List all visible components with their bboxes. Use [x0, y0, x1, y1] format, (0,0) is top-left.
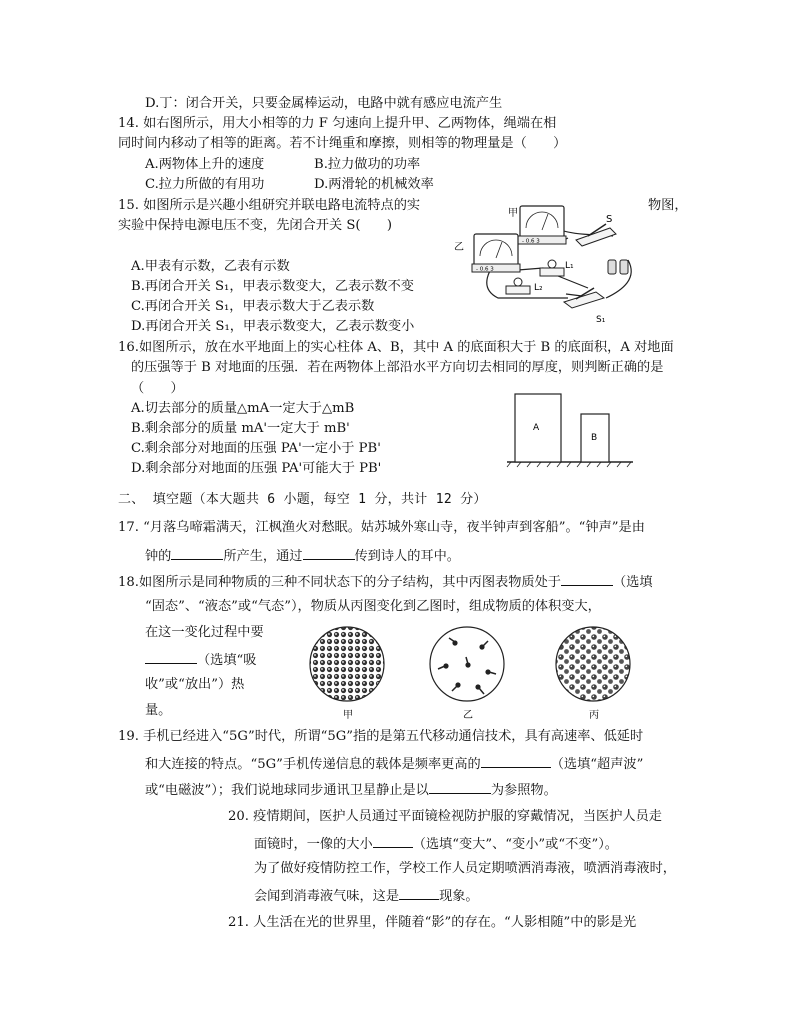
q18-label-bing: 丙 — [589, 710, 599, 721]
q20-stem-line4 — [254, 886, 479, 906]
q16-stem-line3: （ ） — [131, 381, 184, 396]
q14-option-d: D.两滑轮的机械效率 — [314, 177, 434, 192]
q15-label-yi: 乙 — [454, 242, 464, 253]
section-2-heading: 二、 填空题（本大题共 6 小题，每空 1 分，共计 12 分） — [118, 492, 487, 507]
q14-stem-line2: 同时间内移动了相等的距离。若不计绳重和摩擦，则相等的物理量是（ ） — [118, 136, 567, 151]
q14-stem-line1: 14. 如右图所示，用大小相等的力 F 匀速向上提升甲、乙两物体，绳端在相 — [118, 116, 557, 131]
q16-label-a: A — [533, 423, 540, 433]
q17-text-b: 所产生，通过 — [223, 549, 303, 564]
switch-s1 — [564, 288, 604, 308]
q15-stem-line1: 15. 如图所示是兴趣小组研究并联电路电流特点的实 — [118, 198, 421, 213]
q16-option-d: D.剩余部分对地面的压强 PA'可能大于 PB' — [131, 461, 382, 476]
q19-blank-2[interactable] — [429, 780, 491, 794]
q15-meter-jia-scale: - 0.6 3 — [522, 238, 540, 245]
q20-text-c: 会闻到消毒液气味，这是 — [254, 889, 400, 904]
q18-blank-1[interactable] — [561, 572, 613, 586]
q18-stem-line6: 量。 — [145, 703, 172, 718]
ammeter-jia — [518, 206, 566, 245]
q17-blank-2[interactable] — [303, 546, 355, 560]
q17-stem-line1: 17. “月落乌啼霜满天，江枫渔火对愁眠。姑苏城外寒山寺，夜半钟声到客船”。“钟声”是由 — [118, 520, 645, 535]
q16-label-b: B — [591, 433, 598, 443]
q14-option-b: B.拉力做功的功率 — [314, 157, 421, 172]
q20-blank-1[interactable] — [373, 834, 413, 848]
q16-stem-line1: 16.如图所示，放在水平地面上的实心柱体 A、B，其中 A 的底面积大于 B 的底面积，A 对地面 — [118, 340, 674, 355]
q19-text-d: 为参照物。 — [490, 783, 557, 798]
q20-text-d: 现象。 — [439, 889, 479, 904]
q20-stem-line2 — [254, 834, 618, 854]
q18-text-a: 18.如图所示是同种物质的三种不同状态下的分子结构，其中丙图表物质处于 — [118, 575, 561, 590]
q15-circuit-figure — [448, 198, 648, 330]
ammeter-yi — [472, 234, 520, 273]
q18-label-jia: 甲 — [343, 710, 353, 721]
q15-label-jia: 甲 — [508, 208, 518, 219]
q16-option-b: B.剩余部分的质量 mA'一定大于 mB' — [131, 421, 350, 436]
q15-option-a: A.甲表有示数，乙表有示数 — [131, 259, 290, 274]
molecule-yi — [430, 627, 504, 701]
q20-stem-line1: 20. 疫情期间，医护人员通过平面镜检视防护服的穿戴情况，当医护人员走 — [228, 809, 662, 824]
q20-text-a: 面镜时，⼀像的大小 — [254, 837, 373, 852]
q21-stem-line1: 21. 人生活在光的世界里，伴随着“影”的存在。“人影相随”中的影是光 — [228, 915, 637, 930]
q16-stem-line2: 的压强等于 B 对地面的压强．若在两物体上部沿水平方向切去相同的厚度，则判断正确的是 — [131, 360, 664, 375]
q19-stem-line2 — [145, 754, 643, 774]
q19-stem-line3 — [145, 780, 557, 800]
lamp-l1 — [540, 260, 564, 276]
q17-stem-line2 — [145, 546, 460, 566]
q18-stem-line5: 收”或“放出”）热 — [145, 677, 245, 692]
q16-option-a: A.切去部分的质量△mA一定大于△mB — [131, 401, 355, 416]
battery-icon — [608, 260, 628, 274]
q19-text-a: 和大连接的特点。“5G”手机传递信息的载体是频率更高的 — [145, 757, 481, 772]
q19-stem-line1: 19. 手机已经进入“5G”时代，所谓“5G”指的是第五代移动通信技术，具有高速率、低延时 — [118, 729, 644, 744]
q16-pillars-figure — [505, 390, 637, 468]
q13-option-d: D.丁：闭合开关，只要金属棒运动，电路中就有感应电流产生 — [145, 96, 503, 111]
q14-option-a: A.两物体上升的速度 — [145, 157, 265, 172]
q19-text-b: （选填“超声波” — [550, 757, 644, 772]
q17-text-c: 传到诗人的耳中。 — [354, 549, 460, 564]
molecule-jia — [310, 627, 384, 701]
q19-blank-1[interactable] — [481, 754, 551, 768]
q15-label-l2: L₂ — [534, 283, 543, 293]
q14-option-c: C.拉力所做的有用功 — [145, 177, 265, 192]
q18-stem-line4 — [145, 650, 257, 670]
q15-stem-line2: 实验中保持电源电压不变，先闭合开关 S( ) — [118, 218, 393, 233]
q15-option-b: B.再闭合开关 S₁，甲表示数变大，乙表示数不变 — [131, 279, 414, 294]
lamp-l2 — [506, 278, 530, 294]
q20-blank-2[interactable] — [399, 886, 439, 900]
q18-stem-line2: “固态”、“液态”或“气态”），物质从丙图变化到乙图时，组成物质的体积变大， — [145, 599, 601, 614]
q18-label-yi: 乙 — [463, 710, 473, 721]
q15-option-c: C.再闭合开关 S₁，甲表示数大于乙表示数 — [131, 299, 375, 314]
switch-s — [576, 224, 616, 246]
q15-option-d: D.再闭合开关 S₁，甲表示数变大，乙表示数变小 — [131, 319, 415, 334]
q18-blank-2[interactable] — [145, 650, 197, 664]
q15-label-l1: L₁ — [565, 261, 574, 271]
q18-text-b: （选填 — [612, 575, 653, 590]
q20-text-b: （选填“变大”、“变小”或“不变”）。 — [412, 837, 618, 852]
q20-stem-line3: 为了做好疫情防控工作，学校工作人员定期喷洒消毒液，喷洒消毒液时， — [254, 861, 676, 876]
molecule-bing — [556, 627, 630, 701]
q17-blank-1[interactable] — [171, 546, 223, 560]
q18-stem-line1 — [118, 572, 653, 592]
q18-stem-line3: 在这一变化过程中要 — [145, 625, 264, 640]
q15-label-s: S — [606, 214, 613, 225]
q15-stem-line1-end: 物图， — [648, 198, 688, 213]
q18-molecule-figure — [305, 624, 645, 722]
q15-meter-yi-scale: - 0.6 3 — [476, 266, 494, 273]
q16-option-c: C.剩余部分对地面的压强 PA'一定小于 PB' — [131, 441, 381, 456]
q17-text-a: 钟的 — [145, 549, 172, 564]
q15-label-s1: S₁ — [596, 315, 606, 325]
q19-text-c: 或“电磁波”）；我们说地球同步通讯卫星静止是以 — [145, 783, 429, 798]
q18-text-c: （选填“吸 — [197, 653, 257, 668]
